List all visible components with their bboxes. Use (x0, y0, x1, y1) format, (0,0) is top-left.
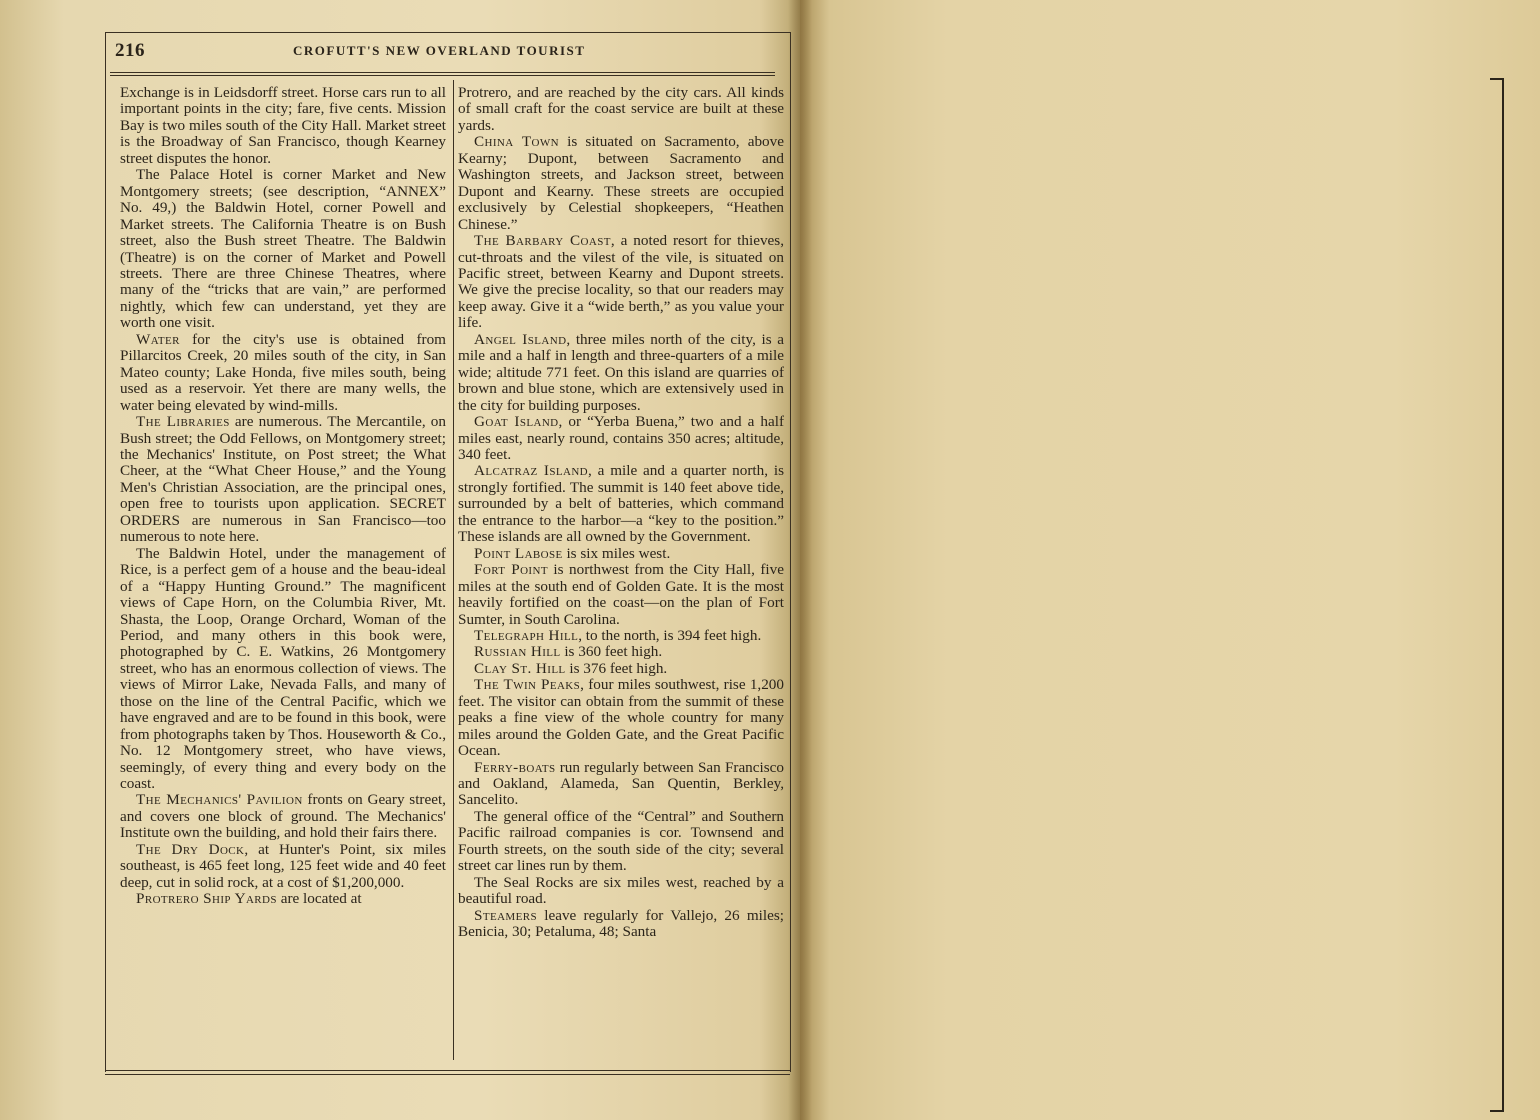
paragraph-text: is 376 feet high. (565, 659, 668, 677)
paragraph (458, 134, 784, 233)
running-title: CROFUTT'S NEW OVERLAND TOURIST (293, 43, 586, 58)
paragraph-lead: China Town (474, 133, 560, 151)
paragraph-text: The Palace Hotel is corner Market and New Montgomery streets; (see description, “ANNEX” No. 49,) the Baldwin Hotel, corner Powell and Market streets. The California Theatre is on Bush street, also the Bush street Theatre. The Baldwin (Theatre) is on the corner of Market and Powell streets. There are three Chinese Theatres, where many of the “tricks that are vain,” are performed nightly, which few can understand, yet they are worth one visit. (120, 166, 446, 332)
paragraph (458, 628, 784, 644)
paragraph-text: are numerous. The Mercantile, on Bush street; the Odd Fellows, on Montgomery street; the Mechanics' Institute, on Post street; the What Cheer, at the “What Cheer House,” and the Young Men's Christian Association, are the principal ones, open free to tourists upon application. SECRET ORDERS are numerous in San Francisco—too numerous to note here. (120, 413, 446, 546)
paragraph (458, 908, 784, 941)
paragraph-text: is situated on Sacramento, above Kearny; Dupont, between Sacramento and Washington streets, and Jackson street, between Dupont and Kearny. These streets are occupied exclusively by Celestial shopkeepers, “Heathen Chinese.” (458, 133, 784, 233)
paragraph (120, 546, 446, 793)
paragraph-lead: The Libraries (136, 413, 230, 431)
paragraph-lead: Clay St. Hill (474, 659, 566, 677)
paragraph-lead: Goat Island (474, 413, 559, 431)
paragraph-lead: The Dry Dock (136, 840, 245, 858)
paragraph-lead: The Twin Peaks (474, 676, 581, 694)
paragraph-text: Protrero, and are reached by the city cars. All kinds of small craft for the coast service are built at these yards. (458, 85, 784, 134)
paragraph-lead: Fort Point (474, 561, 548, 579)
paragraph-text: , to the north, is 394 feet high. (578, 626, 762, 644)
paragraph-text: fronts on Geary street, and covers one block of ground. The Mechanics' Institute own the building, and hold their fairs there. (120, 791, 446, 842)
paragraph-text: , or “Yerba Buena,” two and a half miles east, nearly round, contains 350 acres; altitude, 340 feet. (458, 413, 784, 463)
paragraph-text: leave regularly for Vallejo, 26 miles; Benicia, 30; Petaluma, 48; Santa (458, 906, 784, 941)
header-rule (110, 72, 775, 73)
paragraph (120, 332, 446, 414)
paragraph-text: , three miles north of the city, is a mile and a half in length and three-quarters of a mile wide; altitude 771 feet. On this island are quarries of brown and blue stone, which are extensively used in the city for building purposes. (458, 330, 784, 414)
paragraph (458, 562, 784, 628)
paragraph-lead: Protrero Ship Yards (136, 890, 277, 908)
frame-right-rule (790, 32, 791, 1072)
paragraph-text: , a mile and a quarter north, is strongly fortified. The summit is 140 feet above tide, surrounded by a belt of batteries, which command the entrance to the harbor—a “key to the position.” These islands are all owned by the Government. (458, 462, 784, 546)
paragraph-lead: Angel Island (474, 330, 567, 348)
paragraph (120, 167, 446, 332)
paragraph-text: run regularly between San Francisco and Oakland, Alameda, San Quentin, Berkley, Sancelito. (458, 758, 784, 809)
paragraph (458, 233, 784, 332)
paragraph (120, 792, 446, 841)
paragraph (120, 891, 446, 907)
paragraph (120, 414, 446, 546)
paragraph-text: for the city's use is obtained from Pillarcitos Creek, 20 miles south of the city, in San Mateo county; Lake Honda, five miles south, being used as a reservoir. Yet there are many wells, the water being elevated by wind-mills. (120, 330, 446, 414)
paragraph-lead: The Mechanics' Pavilion (136, 791, 303, 809)
paragraph-lead: Alcatraz Island (474, 462, 589, 480)
paragraph-text: The Baldwin Hotel, under the management of Rice, is a perfect gem of a house and the beau-ideal of a “Happy Hunting Ground.” The magnificent views of Cape Horn, on the Columbia River, Mt. Shasta, the Loop, Orange Orchard, Woman of the Period, and many others in this book were, photographed by C. E. Watkins, 26 Montgomery street, who has an enormous collection of views. The views of Mirror Lake, Nevada Falls, and many of those on the line of the Central Pacific, which we have engraved and are to be found in this book, were from photographs taken by Thos. Houseworth & Co., No. 12 Montgomery street, who have views, seemingly, of every thing and every body on the coast. (120, 544, 446, 793)
paragraph-lead: The Barbary Coast (474, 232, 611, 250)
right-text-column (458, 85, 784, 1060)
paragraph-lead: Point Labose (474, 544, 563, 562)
footer-rule (105, 1070, 790, 1071)
paragraph-text: , four miles southwest, rise 1,200 feet. The visitor can obtain from the summit of these peaks a fine view of the whole country for many miles around the Golden Gate, and the Great Pacific Ocean. (458, 676, 784, 760)
paragraph-text: , at Hunter's Point, six miles southeast, is 465 feet long, 125 feet wide and 40 feet deep, cut in solid rock, at a cost of $1,200,000. (120, 840, 446, 891)
paragraph-lead: Russian Hill (474, 643, 561, 661)
paragraph (458, 677, 784, 759)
paragraph (120, 85, 446, 167)
paragraph-lead: Steamers (474, 906, 537, 924)
header-rule-double (110, 75, 775, 76)
paragraph-text: , a noted resort for thieves, cut-throats and the vilest of the vile, is situated on Pacific street, between Kearny and Dupont streets. We give the precise locality, so that our readers may keep away. Give it a “wide berth,” as you value your life. (458, 232, 784, 332)
book-gutter (788, 0, 812, 1120)
paragraph (120, 842, 446, 891)
page-number: 216 (115, 40, 145, 61)
page-header (105, 28, 795, 78)
paragraph-lead: Water (136, 330, 180, 348)
paragraph (458, 644, 784, 660)
paragraph (458, 463, 784, 545)
paragraph (458, 414, 784, 463)
facing-page-frame-edge (1490, 78, 1504, 1112)
paragraph-text: The Seal Rocks are six miles west, reached by a beautiful road. (458, 873, 784, 908)
paragraph-text: The general office of the “Central” and Southern Pacific railroad companies is cor. Townsend and Fourth streets, on the south side of the city; several street car lines run by them. (458, 807, 784, 875)
paragraph-lead: Telegraph Hill (474, 626, 579, 644)
frame-left-rule (105, 32, 106, 1072)
paragraph-text: are located at (276, 890, 362, 908)
paragraph-text: Exchange is in Leidsdorff street. Horse cars run to all important points in the city; fare, five cents. Mission Bay is two miles south of the City Hall. Market street is the Broadway of San Francisco, though Kearney street disputes the honor. (120, 85, 446, 167)
paragraph (458, 809, 784, 875)
paragraph (458, 546, 784, 562)
paragraph-lead: Ferry-boats (474, 758, 556, 776)
paragraph (458, 760, 784, 809)
paragraph (458, 661, 784, 677)
footer-rule-double (105, 1074, 790, 1075)
paragraph (458, 85, 784, 134)
right-page-blank (800, 0, 1540, 1120)
paragraph (458, 332, 784, 414)
column-divider (453, 80, 454, 1060)
left-text-column (120, 85, 446, 1060)
paragraph-text: is 360 feet high. (560, 643, 663, 661)
paragraph-text: is northwest from the City Hall, five miles at the south end of Golden Gate. It is the most heavily fortified on the coast—on the plan of Fort Sumter, in South Carolina. (458, 561, 784, 628)
paragraph (458, 875, 784, 908)
paragraph-text: is six miles west. (562, 544, 671, 562)
